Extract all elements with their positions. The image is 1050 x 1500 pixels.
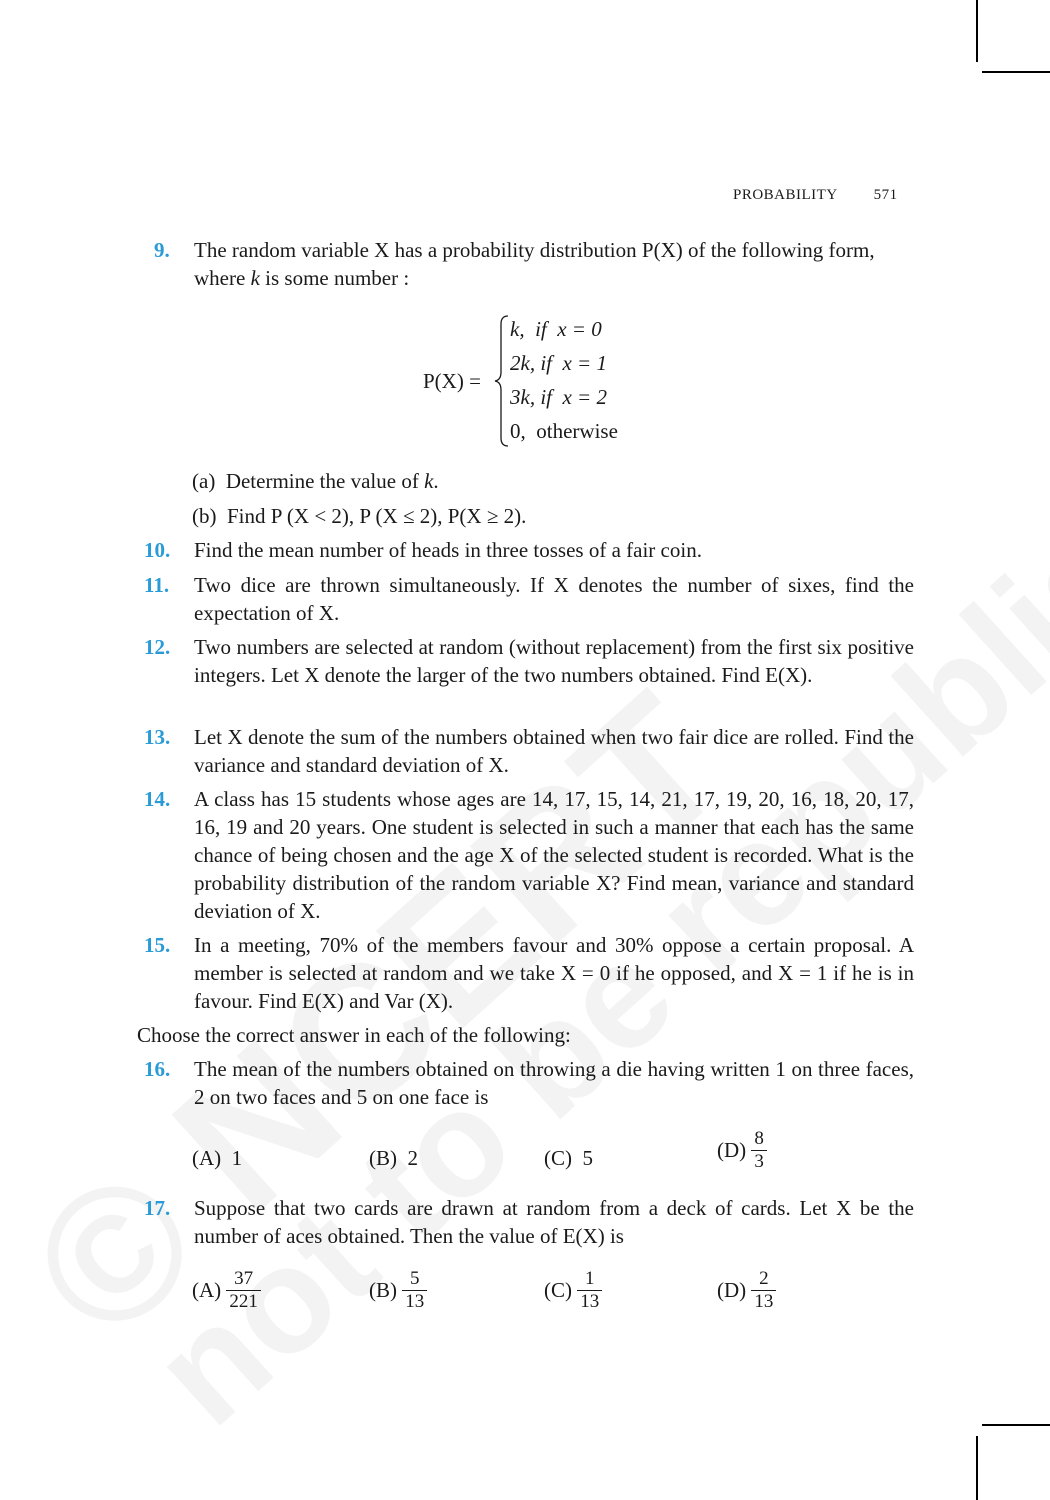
question-17: [144, 1194, 914, 1250]
question-text: The mean of the numbers obtained on throwing a die having written 1 on three faces, 2 on two faces and 5 on one face is: [194, 1057, 914, 1109]
fraction: $\frac{2}{13}$: [751, 1268, 776, 1313]
page-number: 571: [873, 187, 898, 203]
question-text: The random variable X has a probability distribution P(X) of the following form, where k is some number :: [194, 238, 875, 290]
question-9-line-1: The random variable X has a probability distribution P(X) of the following form,: [194, 238, 875, 262]
question-number: 9.: [154, 238, 170, 262]
crop-mark-bottom-vertical: [976, 1436, 978, 1500]
case-4: 0, otherwise: [510, 419, 618, 443]
px-label: P(X) =: [423, 369, 481, 393]
question-text: Find the mean number of heads in three tosses of a fair coin.: [194, 538, 702, 562]
case-2: 2k, if x = 1: [510, 351, 607, 375]
question-11: [144, 571, 914, 627]
question-13: [144, 723, 914, 779]
question-text: A class has 15 students whose ages are 14, 17, 15, 14, 21, 17, 19, 20, 16, 18, 20, 17, 16, 19 and 20 years. One student is selected in such a manner that each has the same chance of being chosen and the age X of the selected student is recorded. What is the probability distribution of the random variable X? Find mean, variance and standard deviation of X.: [194, 787, 914, 923]
q16-option-c[interactable]: (C) 5: [544, 1146, 593, 1170]
q16-option-d[interactable]: (D) $\frac{8}{3}$: [717, 1128, 767, 1173]
choose-instruction: Choose the correct answer in each of the following:: [137, 1023, 571, 1047]
question-number: 15.: [144, 933, 171, 957]
crop-mark-bottom-horizontal: [982, 1424, 1050, 1426]
q16-option-a[interactable]: (A) 1: [192, 1146, 243, 1170]
question-16: [144, 1055, 914, 1111]
question-text: Suppose that two cards are drawn at random from a deck of cards. Let X be the number of aces obtained. Then the value of E(X) is: [194, 1196, 914, 1248]
question-number: 10.: [144, 538, 171, 562]
question-text: Let X denote the sum of the numbers obtained when two fair dice are rolled. Find the variance and standard deviation of X.: [194, 725, 914, 777]
page-header: [733, 187, 898, 204]
question-number: 11.: [144, 573, 170, 597]
question-15: [144, 931, 914, 1015]
question-9: [144, 236, 914, 292]
crop-mark-top-horizontal: [982, 71, 1050, 73]
q9-part-b: (b) Find P (X < 2), P (X ≤ 2), P(X ≥ 2).: [192, 504, 527, 528]
question-10: [144, 536, 914, 564]
q16-option-b[interactable]: (B) 2: [369, 1146, 418, 1170]
question-14: [144, 785, 914, 925]
question-number: 17.: [144, 1196, 171, 1220]
q17-option-d[interactable]: (D) $\frac{2}{13}$: [717, 1268, 776, 1313]
question-number: 14.: [144, 787, 171, 811]
fraction: $\frac{37}{221}$: [226, 1268, 261, 1313]
crop-mark-top-vertical: [976, 0, 978, 62]
q9-part-a: (a) Determine the value of k.: [192, 469, 439, 493]
question-12: [144, 633, 914, 689]
q17-option-c[interactable]: (C) $\frac{1}{13}$: [544, 1268, 602, 1313]
chapter-title: PROBABILITY: [733, 187, 838, 203]
question-text: In a meeting, 70% of the members favour and 30% oppose a certain proposal. A member is selected at random and we take X = 0 if he opposed, and X = 1 if he is in favour. Find E(X) and Var (X).: [194, 933, 914, 1013]
case-3: 3k, if x = 2: [510, 385, 607, 409]
question-text: Two numbers are selected at random (without replacement) from the first six positive integers. Let X denote the larger of the two numbers obtained. Find E(X).: [194, 635, 914, 687]
fraction: $\frac{8}{3}$: [751, 1128, 767, 1173]
q17-option-a[interactable]: (A) $\frac{37}{221}$: [192, 1268, 261, 1313]
fraction: $\frac{1}{13}$: [577, 1268, 602, 1313]
question-number: 13.: [144, 725, 171, 749]
left-brace: [494, 314, 510, 448]
question-number: 16.: [144, 1057, 171, 1081]
q17-option-b[interactable]: (B) $\frac{5}{13}$: [369, 1268, 427, 1313]
question-number: 12.: [144, 635, 171, 659]
fraction: $\frac{5}{13}$: [402, 1268, 427, 1313]
question-text: Two dice are thrown simultaneously. If X denotes the number of sixes, find the expectation of X.: [194, 573, 914, 625]
case-1: k, if x = 0: [510, 317, 602, 341]
